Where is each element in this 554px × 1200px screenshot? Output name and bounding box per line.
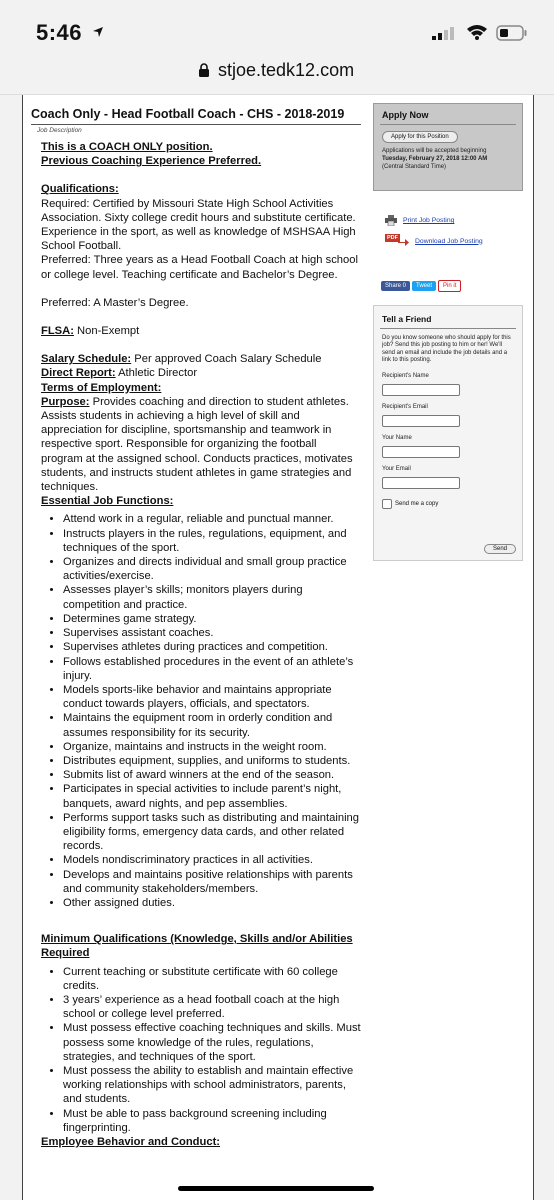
list-item: • Attend work in a regular, reliable and punctual manner.: [63, 512, 361, 526]
share-buttons: [381, 274, 463, 292]
recipient-email-input[interactable]: [382, 415, 460, 427]
qualifications-masters: Preferred: A Master’s Degree.: [41, 296, 189, 309]
your-name-label: Your Name: [382, 434, 412, 441]
your-email-label: Your Email: [382, 465, 411, 472]
print-job-link[interactable]: Print Job Posting: [403, 217, 455, 224]
list-item: • Organize, maintains and instructs in the weight room.: [63, 740, 361, 754]
list-item: • Other assigned duties.: [63, 896, 361, 910]
download-link-row[interactable]: [385, 234, 483, 248]
qualifications-preferred: Preferred: Three years as a Head Football Coach at high school or college level. Teaching certificate and Bachelor’s Degree.: [41, 254, 358, 281]
qualifications-required: Required: Certified by Missouri State High School Activities Association. Sixty college credit hours and substitute certificate. Experience in the sport, as well as knowledge of MSHSAA High School Football.: [41, 197, 356, 253]
location-arrow-icon: [92, 26, 104, 38]
job-posting-page: [22, 95, 534, 1200]
your-name-input[interactable]: [382, 446, 460, 458]
apply-divider: [380, 124, 516, 125]
flsa-label: FLSA:: [41, 325, 74, 338]
intro-line-1: This is a COACH ONLY position.: [41, 141, 213, 153]
your-email-input[interactable]: [382, 477, 460, 489]
list-item: • Supervises athletes during practices and competition.: [63, 640, 361, 654]
min-qualifications-list: [41, 965, 361, 1135]
clock: 5:46: [36, 20, 83, 45]
list-item: • Models nondiscriminatory practices in all activities.: [63, 853, 361, 867]
list-item: • Models sports-like behavior and maintains appropriate conduct towards players, officials, and spectators.: [63, 683, 361, 711]
purpose-value: Provides coaching and direction to student athletes. Assists students in achieving a high level of skill and appreciation for discipline, sportsmanship and teamwork in respective sport. Responsible for organizing the football program at the assigned school. Conducts practices, motivates students, and instructs student athletes in game strategies and techniques.: [41, 395, 353, 494]
apply-button[interactable]: Apply for this Position: [382, 131, 458, 143]
apply-dates: [382, 147, 522, 171]
lock-icon: [198, 62, 210, 78]
intro-line-2: Previous Coaching Experience Preferred.: [41, 155, 262, 168]
report-label: Direct Report:: [41, 367, 116, 380]
list-item: • Supervises assistant coaches.: [63, 626, 361, 640]
page-title: Coach Only - Head Football Coach - CHS - 2018-2019: [31, 107, 345, 121]
apply-line-2: Tuesday, February 27, 2018 12:00 AM: [382, 156, 488, 162]
list-item: • Organizes and directs individual and small group practice activities/exercise.: [63, 555, 361, 583]
report-value: Athletic Director: [115, 367, 198, 380]
job-description-column: [31, 107, 361, 1149]
status-bar: [0, 0, 554, 58]
list-item: • Assesses player’s skills; monitors players during competition and practice.: [63, 583, 361, 611]
facebook-share-button[interactable]: Share 0: [381, 281, 410, 291]
purpose-line: [41, 395, 361, 494]
tweet-button[interactable]: Tweet: [412, 281, 436, 291]
send-copy-checkbox[interactable]: [382, 499, 392, 509]
wifi-icon: [466, 24, 488, 40]
list-item: • Current teaching or substitute certificate with 60 college credits.: [63, 965, 361, 993]
salary-value: Per approved Coach Salary Schedule: [131, 353, 322, 366]
tell-divider: [380, 328, 516, 329]
address-bar[interactable]: [0, 58, 554, 95]
terms-heading: Terms of Employment:: [41, 381, 162, 394]
list-item: • Determines game strategy.: [63, 612, 361, 626]
functions-list: [41, 512, 361, 910]
flsa-line: [41, 324, 361, 338]
tell-heading: Tell a Friend: [382, 314, 432, 324]
qualifications-heading: Qualifications:: [41, 183, 119, 196]
purpose-label: Purpose:: [41, 395, 90, 408]
pdf-icon: [385, 234, 409, 248]
pdf-badge: PDF: [387, 235, 398, 241]
pin-it-button[interactable]: Pin it: [438, 280, 461, 292]
min-qualifications-heading: Minimum Qualifications (Knowledge, Skills and/or Abilities Required: [41, 933, 353, 960]
apply-line-3: (Central Standard Time): [382, 164, 447, 170]
url-text[interactable]: stjoe.tedk12.com: [218, 60, 355, 80]
download-job-link[interactable]: Download Job Posting: [415, 237, 483, 245]
salary-label: Salary Schedule:: [41, 353, 132, 366]
arrow-icon: [398, 238, 409, 247]
tell-description: Do you know someone who should apply for this job? Send this job posting to him or her! We'll send an email and include the job details and a link to this posting.: [382, 335, 511, 364]
recipient-email-label: Recipient's Email: [382, 403, 428, 410]
job-description-label: Job Description: [37, 127, 82, 134]
behavior-heading: Employee Behavior and Conduct:: [41, 1136, 221, 1148]
functions-heading: Essential Job Functions:: [41, 495, 174, 508]
posting-links: [385, 215, 483, 248]
apply-now-panel: [373, 103, 523, 191]
send-button[interactable]: Send: [484, 544, 516, 554]
send-copy-label: Send me a copy: [395, 500, 439, 507]
apply-line-1: Applications will be accepted beginning: [382, 148, 487, 154]
recipient-name-input[interactable]: [382, 384, 460, 396]
list-item: • Distributes equipment, supplies, and uniforms to students.: [63, 754, 361, 768]
list-item: • Must possess the ability to establish and maintain effective working relationships with school administrators, parents, and students.: [63, 1064, 361, 1107]
send-copy-option[interactable]: [382, 499, 522, 509]
list-item: • Performs support tasks such as distributing and maintaining eligibility forms, emergency data cards, and other related records.: [63, 811, 361, 854]
list-item: • Instructs players in the rules, regulations, equipment, and techniques of the sport.: [63, 527, 361, 555]
cellular-signal-icon: [432, 26, 458, 40]
list-item: • Participates in special activities to include parent’s night, banquets, award nights, and pep assemblies.: [63, 782, 361, 810]
tell-a-friend-panel: [373, 305, 523, 561]
list-item: • Must be able to pass background screening including fingerprinting.: [63, 1107, 361, 1135]
title-divider: [31, 124, 361, 125]
list-item: • Develops and maintains positive relationships with parents and community stakeholders/members.: [63, 868, 361, 896]
recipient-name-label: Recipient's Name: [382, 372, 429, 379]
report-line: [41, 366, 361, 380]
battery-icon: [496, 25, 528, 41]
list-item: • Maintains the equipment room in orderly condition and assumes responsibility for its security.: [63, 711, 361, 739]
list-item: • Submits list of award winners at the end of the season.: [63, 768, 361, 782]
printer-icon: [385, 215, 397, 226]
salary-line: [41, 352, 361, 366]
list-item: • Follows established procedures in the event of an athlete’s injury.: [63, 655, 361, 683]
print-link-row[interactable]: [385, 215, 483, 226]
home-indicator: [178, 1186, 374, 1191]
apply-heading: Apply Now: [382, 110, 429, 120]
list-item: • 3 years’ experience as a head football coach at the high school or college level preferred.: [63, 993, 361, 1021]
list-item: • Must possess effective coaching techniques and skills. Must possess some knowledge of the rules, regulations, strategies, and techniques of the sport.: [63, 1021, 361, 1064]
job-description-body: [41, 140, 361, 1149]
flsa-value: Non-Exempt: [73, 325, 140, 338]
